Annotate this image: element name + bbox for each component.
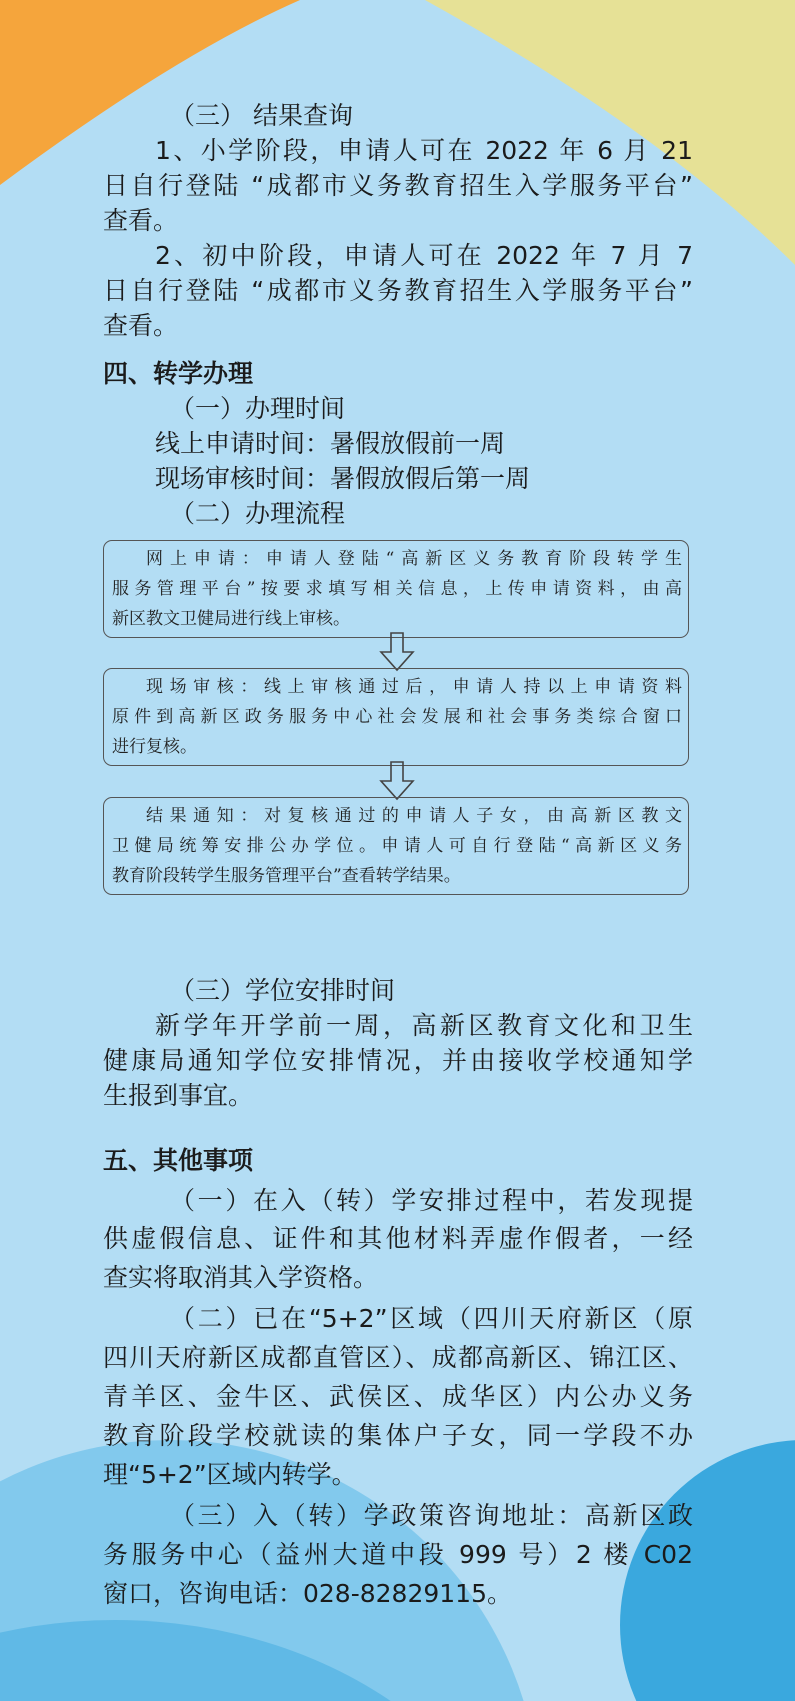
flow-arrow-down-icon xyxy=(379,761,415,801)
placement-time-heading: （三）学位安排时间 xyxy=(170,976,396,1005)
other-item-3-line-3: 窗口，咨询电话：028-82829115。 xyxy=(103,1579,512,1608)
other-item-2-line-3: 青羊区、金牛区、武侯区、成华区）内公办义务 xyxy=(103,1382,693,1411)
flow-step-onsite-review: 现场审核：线上审核通过后，申请人持以上申请资料 原件到高新区政务服务中心社会发展和社会事务类综合窗口 进行复核。 xyxy=(103,668,689,766)
middle-school-line-1: 2、初中阶段，申请人可在 2022 年 7 月 7 xyxy=(155,241,693,270)
other-item-3-line-1: （三）入（转）学政策咨询地址：高新区政 xyxy=(170,1501,693,1530)
flow-arrow-down-icon xyxy=(379,632,415,672)
primary-school-line-1: 1、小学阶段，申请人可在 2022 年 6 月 21 xyxy=(155,136,693,165)
other-item-2-line-4: 教育阶段学校就读的集体户子女，同一学段不办 xyxy=(103,1421,693,1450)
other-item-2-line-5: 理“5+2”区域内转学。 xyxy=(103,1460,357,1489)
middle-school-line-2: 日自行登陆 “成都市义务教育招生入学服务平台” xyxy=(103,276,693,305)
primary-school-line-2: 日自行登陆 “成都市义务教育招生入学服务平台” xyxy=(103,171,693,200)
middle-school-line-3: 查看。 xyxy=(103,311,179,340)
handling-process-heading: （二）办理流程 xyxy=(170,499,346,528)
other-item-3-line-2: 务服务中心（益州大道中段 999 号）2 楼 C02 xyxy=(103,1540,693,1569)
section-5-title: 五、其他事项 xyxy=(103,1146,254,1175)
placement-text-line-1: 新学年开学前一周，高新区教育文化和卫生 xyxy=(155,1011,693,1040)
placement-text-line-3: 生报到事宜。 xyxy=(103,1081,254,1110)
primary-school-line-3: 查看。 xyxy=(103,206,179,235)
result-query-heading: （三） 结果查询 xyxy=(170,101,353,130)
handling-time-heading: （一）办理时间 xyxy=(170,394,346,423)
other-item-1-line-3: 查实将取消其入学资格。 xyxy=(103,1263,379,1292)
online-application-time: 线上申请时间：暑假放假前一周 xyxy=(155,429,506,458)
placement-text-line-2: 健康局通知学位安排情况，并由接收学校通知学 xyxy=(103,1046,693,1075)
other-item-1-line-1: （一）在入（转）学安排过程中，若发现提 xyxy=(170,1186,693,1215)
flow-step-online-application: 网上申请：申请人登陆“高新区义务教育阶段转学生 服务管理平台”按要求填写相关信息，上传申请资料，由高 新区教文卫健局进行线上审核。 xyxy=(103,540,689,638)
other-item-2-line-2: 四川天府新区成都直管区）、成都高新区、锦江区、 xyxy=(103,1343,693,1372)
onsite-review-time: 现场审核时间：暑假放假后第一周 xyxy=(155,464,531,493)
flow-step-result-notice: 结果通知：对复核通过的申请人子女，由高新区教文 卫健局统筹安排公办学位。申请人可自行登陆“高新区义务 教育阶段转学生服务管理平台”查看转学结果。 xyxy=(103,797,689,895)
other-item-2-line-1: （二）已在“5+2”区域（四川天府新区（原 xyxy=(170,1304,693,1333)
other-item-1-line-2: 供虚假信息、证件和其他材料弄虚作假者，一经 xyxy=(103,1224,693,1253)
section-4-title: 四、转学办理 xyxy=(103,359,254,388)
